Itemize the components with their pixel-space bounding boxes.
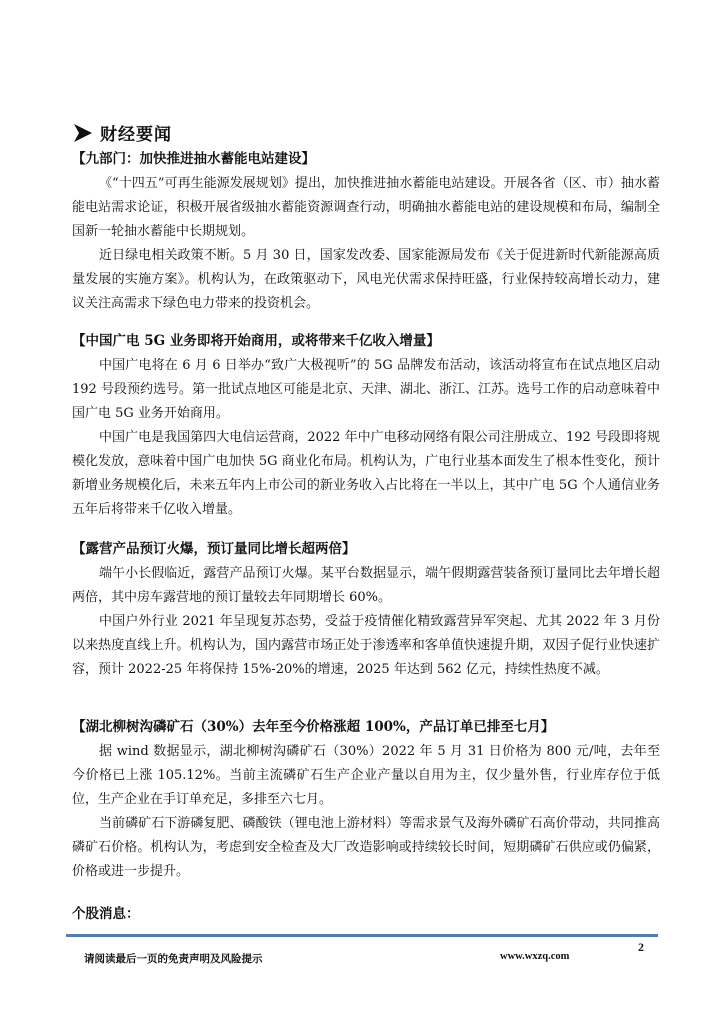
- footer-website: www.wxzq.com: [500, 951, 570, 962]
- news-headline: 【九部门：加快推进抽水蓄能电站建设】: [72, 151, 315, 167]
- news-item: [72, 148, 660, 316]
- news-paragraph: 中国广电将在 6 月 6 日举办“致广大极视听”的 5G 品牌发布活动，该活动将宣布在试点地区启动 192 号段预约选号。第一批试点地区可能是北京、天津、湖北、浙江、江苏。选号工作的启动意味着中国广电 5G 业务开始商用。: [72, 358, 660, 421]
- footer-disclaimer: 请阅读最后一页的免责声明及风险提示: [84, 953, 263, 965]
- news-paragraph: 《“十四五”可再生能源发展规划》提出，加快推进抽水蓄能电站建设。开展各省（区、市）抽水蓄能电站需求论证，积极开展省级抽水蓄能资源调查行动，明确抽水蓄能电站的建设规模和布局，编制全国新一轮抽水蓄能中长期规划。: [72, 176, 660, 239]
- news-paragraph: 端午小长假临近，露营产品预订火爆。某平台数据显示，端午假期露营装备预订量同比去年增长超两倍，其中房车露营地的预订量较去年同期增长 60%。: [72, 566, 660, 605]
- news-paragraph: 中国广电是我国第四大电信运营商，2022 年中广电移动网络有限公司注册成立、192 号段即将规模化发放，意味着中国广电加快 5G 商业化布局。机构认为，广电行业基本面发生了根本性变化，预计新增业务规模化后，未来五年内上市公司的新业务收入占比将在一半以上，其中广电 5G 个人通信业务五年后将带来千亿收入增量。: [72, 430, 660, 517]
- news-headline: 【湖北柳树沟磷矿石（30%）去年至今价格涨超 100%，产品订单已排至七月】: [72, 719, 555, 735]
- news-paragraph: 当前磷矿石下游磷复肥、磷酸铁（锂电池上游材料）等需求景气及海外磷矿石高价带动，共同推高磷矿石价格。机构认为，考虑到安全检查及大厂改造影响或持续较长时间，短期磷矿石供应或仍偏紧，价格或进一步提升。: [72, 816, 660, 879]
- section-header: [72, 120, 172, 145]
- arrow-bullet-icon: [72, 122, 94, 144]
- news-item: [72, 538, 660, 682]
- news-paragraph: 据 wind 数据显示，湖北柳树沟磷矿石（30%）2022 年 5 月 31 日价格为 800 元/吨，去年至今价格已上涨 105.12%。当前主流磷矿石生产企业产量以自用为主，仅少量外售，行业库存位于低位，生产企业在手订单充足，多排至六七月。: [72, 744, 660, 807]
- news-item: [72, 330, 660, 522]
- stocks-heading: 个股消息：: [72, 906, 140, 922]
- section-title: 财经要闻: [100, 125, 172, 145]
- news-item: [72, 716, 660, 884]
- page-number: 2: [638, 940, 644, 954]
- footer-divider: [66, 934, 658, 937]
- news-paragraph: 中国户外行业 2021 年呈现复苏态势，受益于疫情催化精致露营异军突起、尤其 2022 年 3 月份以来热度直线上升。机构认为，国内露营市场正处于渗透率和客单值快速提升期，双因子促行业快速扩容，预计 2022-25 年将保持 15%-20%的增速，2025 年达到 562 亿元，持续性热度不减。: [72, 614, 660, 677]
- news-paragraph: 近日绿电相关政策不断。5 月 30 日，国家发改委、国家能源局发布《关于促进新时代新能源高质量发展的实施方案》。机构认为，在政策驱动下，风电光伏需求保持旺盛，行业保持较高增长动力，建议关注高需求下绿色电力带来的投资机会。: [72, 248, 660, 311]
- news-headline: 【露营产品预订火爆，预订量同比增长超两倍】: [72, 541, 356, 557]
- news-headline: 【中国广电 5G 业务即将开始商用，或将带来千亿收入增量】: [72, 333, 440, 349]
